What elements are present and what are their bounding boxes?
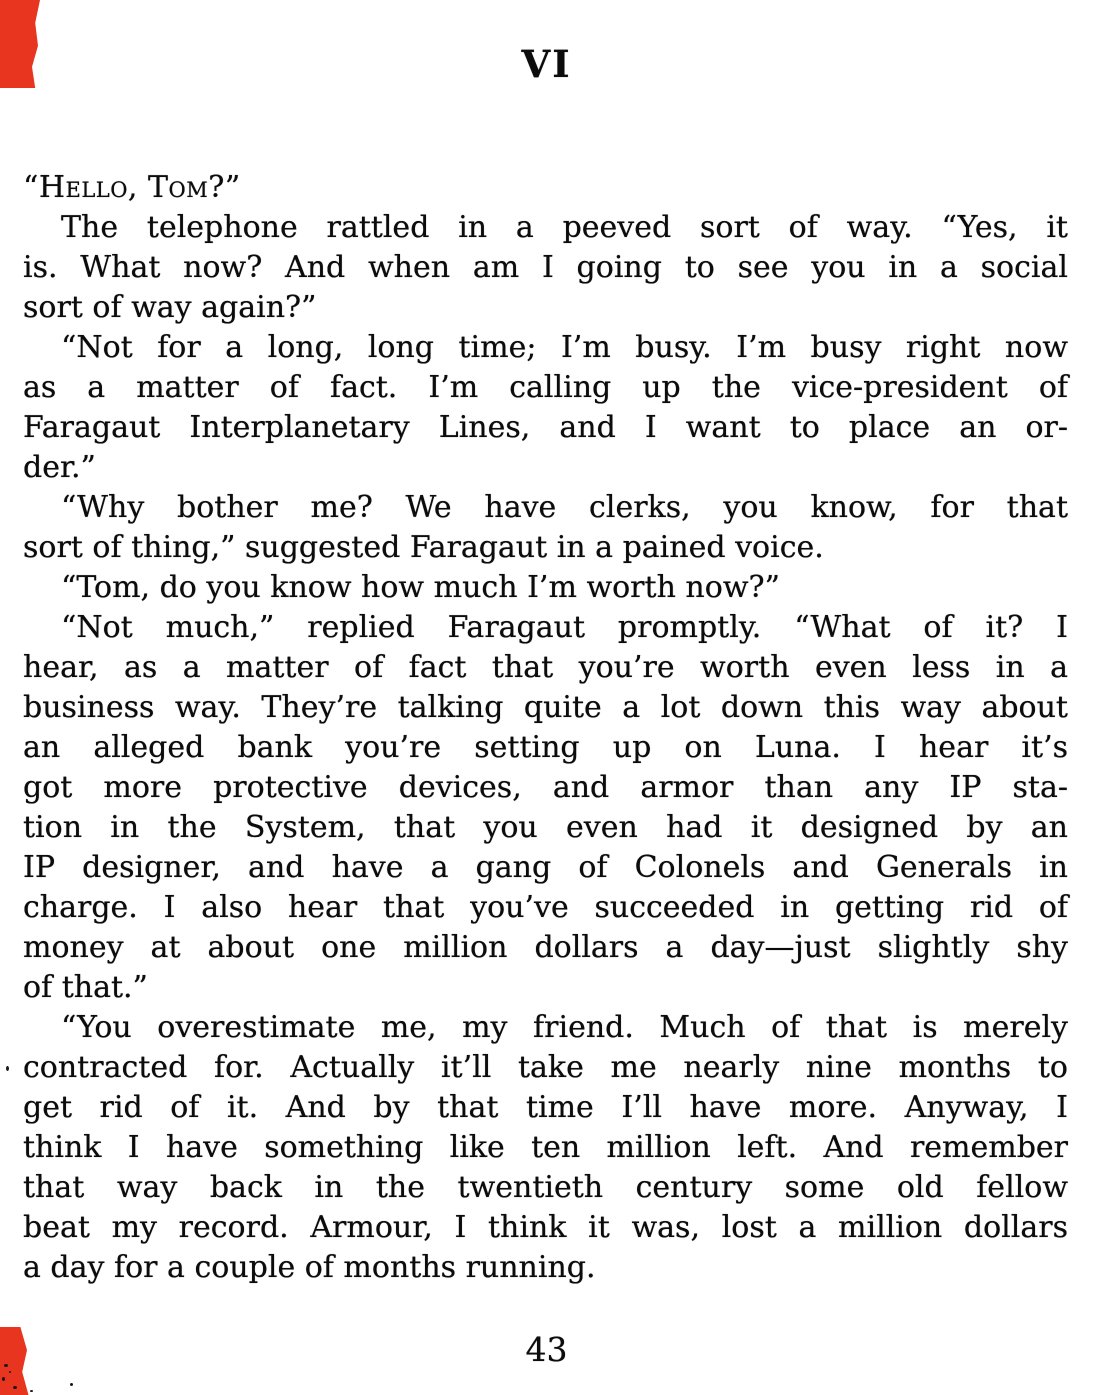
text-line: business way. They’re talking quite a lot down this way about [23, 690, 1068, 725]
paragraph [23, 608, 1068, 1008]
text-line: is. What now? And when am I going to see you in a social [23, 250, 1068, 285]
text-line: got more protective devices, and armor than any IP sta- [23, 770, 1068, 805]
text-line: “Tom, do you know how much I’m worth now?” [61, 570, 780, 605]
text-line: Faragaut Interplanetary Lines, and I want to place an or- [23, 410, 1068, 445]
scan-speckle [6, 1066, 9, 1071]
text-line: IP designer, and have a gang of Colonels and Generals in [23, 850, 1068, 885]
text-line: “Why bother me? We have clerks, you know, for that [61, 490, 1068, 525]
paragraph [23, 488, 1068, 568]
text-block [23, 168, 1068, 1288]
paragraph [23, 1008, 1068, 1288]
text-line: think I have something like ten million left. And remember [23, 1130, 1068, 1165]
text-line: der.” [23, 450, 96, 485]
text-line: tion in the System, that you even had it designed by an [23, 810, 1068, 845]
paragraph [23, 328, 1068, 488]
scan-speckle [9, 1371, 11, 1373]
scan-speckle [30, 1390, 33, 1392]
text-line: money at about one million dollars a day—just slightly shy [23, 930, 1068, 965]
text-line: “Not much,” replied Faragaut promptly. “What of it? I [61, 610, 1068, 645]
page-number: 43 [525, 1330, 568, 1369]
text-line: “Hello, Tom?” [23, 170, 241, 205]
scan-speckle [4, 1364, 8, 1367]
chapter-heading: VI [521, 42, 572, 86]
paragraph [23, 168, 1068, 208]
text-line: beat my record. Armour, I think it was, lost a million dollars [23, 1210, 1068, 1245]
text-line: charge. I also hear that you’ve succeeded in getting rid of [23, 890, 1068, 925]
text-line: sort of thing,” suggested Faragaut in a pained voice. [23, 530, 824, 565]
scan-speckle [70, 1383, 73, 1386]
text-line: “You overestimate me, my friend. Much of that is merely [61, 1010, 1068, 1045]
scan-speckle [13, 1386, 17, 1389]
text-line: an alleged bank you’re setting up on Luna. I hear it’s [23, 730, 1068, 765]
text-line: of that.” [23, 970, 148, 1005]
text-line: that way back in the twentieth century some old fellow [23, 1170, 1068, 1205]
text-line: The telephone rattled in a peeved sort of way. “Yes, it [61, 210, 1068, 245]
text-line: get rid of it. And by that time I’ll have more. Anyway, I [23, 1090, 1068, 1125]
paragraph [23, 208, 1068, 328]
text-line: as a matter of fact. I’m calling up the vice-president of [23, 370, 1068, 405]
paragraph [23, 568, 1068, 608]
scan-speckle [2, 1377, 5, 1381]
text-line: contracted for. Actually it’ll take me nearly nine months to [23, 1050, 1068, 1085]
text-line: sort of way again?” [23, 290, 317, 325]
text-line: hear, as a matter of fact that you’re worth even less in a [23, 650, 1068, 685]
text-line: a day for a couple of months running. [23, 1250, 596, 1285]
text-line: “Not for a long, long time; I’m busy. I’m busy right now [61, 330, 1068, 365]
